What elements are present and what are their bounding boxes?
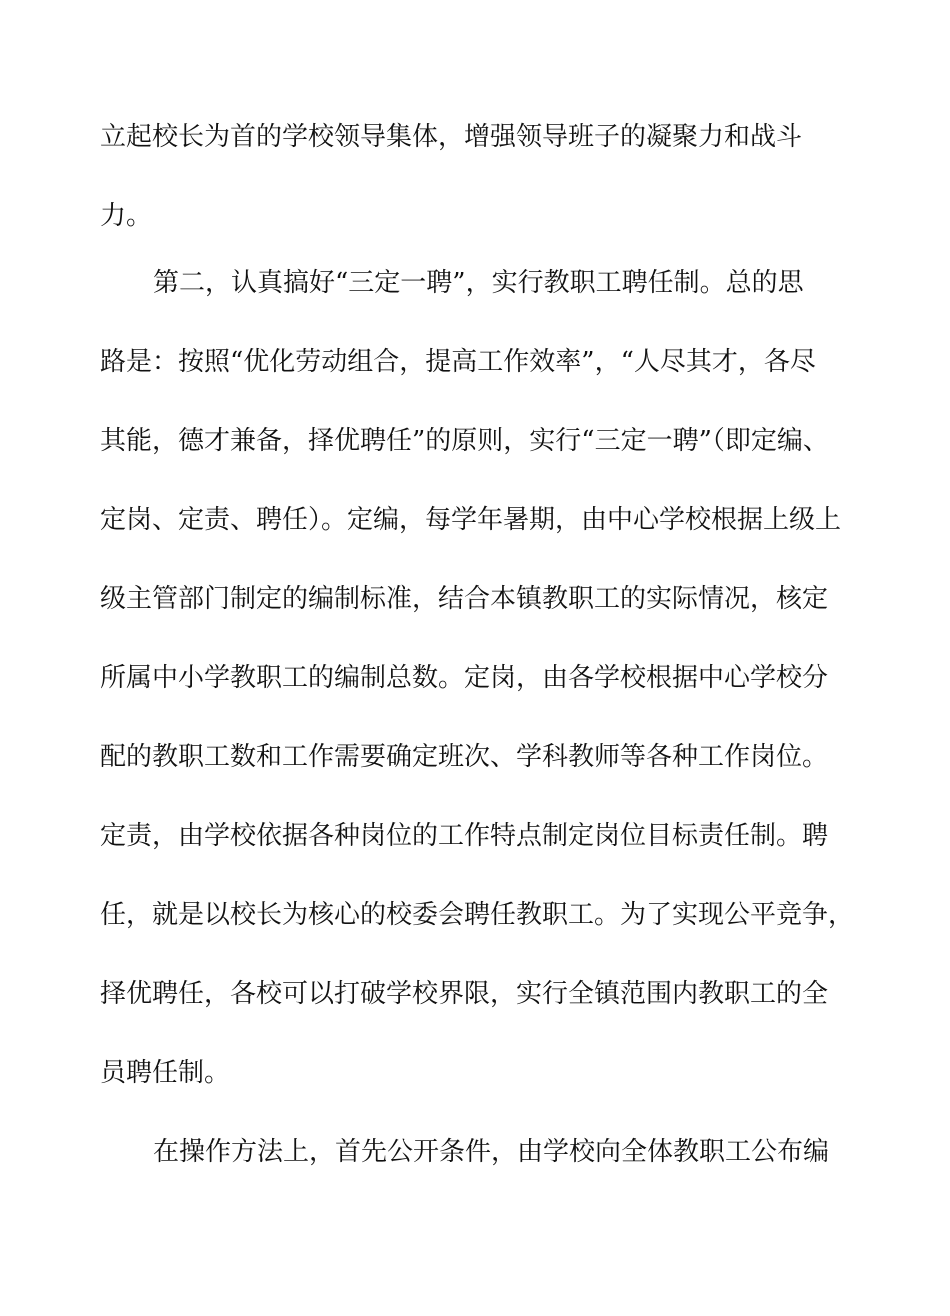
text-line-7: 级主管部门制定的编制标准，结合本镇教职工的实际情况，核定 [100, 584, 829, 614]
text-line-8: 所属中小学教职工的编制总数。定岗，由各学校根据中心学校分 [100, 663, 829, 693]
paragraph-3-line-1: 在操作方法上，首先公开条件，由学校向全体教职工公布编 [153, 1137, 830, 1167]
text-line-12: 择优聘任，各校可以打破学校界限，实行全镇范围内教职工的全 [100, 979, 829, 1009]
text-line-4: 路是：按照“优化劳动组合，提高工作效率”，“人尽其才，各尽 [100, 347, 816, 377]
text-line-5: 其能，德才兼备，择优聘任”的原则，实行“三定一聘”（即定编、 [100, 426, 829, 456]
text-line-10: 定责，由学校依据各种岗位的工作特点制定岗位目标责任制。聘 [100, 821, 829, 851]
paragraph-2-line-1: 第二，认真搞好“三定一聘”，实行教职工聘任制。总的思 [153, 268, 804, 298]
text-line-2: 力。 [100, 201, 153, 231]
text-line-9: 配的教职工数和工作需要确定班次、学科教师等各种工作岗位。 [100, 742, 829, 772]
text-line-1: 立起校长为首的学校领导集体，增强领导班子的凝聚力和战斗 [100, 122, 803, 152]
text-line-11: 任，就是以校长为核心的校委会聘任教职工。为了实现公平竞争， [100, 900, 855, 930]
text-line-6: 定岗、定责、聘任）。定编，每学年暑期，由中心学校根据上级上 [100, 505, 842, 535]
text-line-13: 员聘任制。 [100, 1058, 231, 1088]
